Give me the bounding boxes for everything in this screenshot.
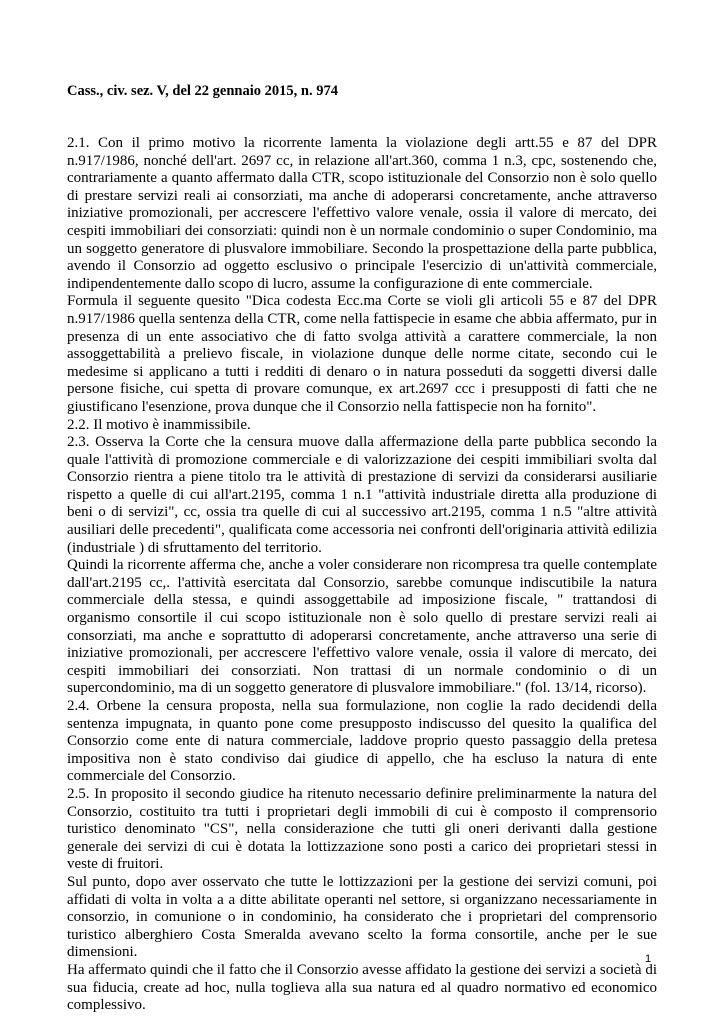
page-number: 1: [645, 953, 652, 965]
paragraph-ha-affermato: Ha affermato quindi che il fatto che il Consorzio avesse affidato la gestione dei servizi a società di sua fiducia, create ad hoc, nulla toglieva alla sua natura ed al quadro normativo ed economico complessivo.: [67, 961, 657, 1014]
paragraph-2-3: 2.3. Osserva la Corte che la censura muove dalla affermazione della parte pubblica secondo la quale l'attività di promozione commerciale e di valorizzazione dei cespiti immibiliari svolta dal Consorzio rientra a piene titolo tra le attività di prestazione di servizi da considerarsi ausiliarie rispetto a quelle di cui all'art.2195, comma 1 n.1 "attività industriale diretta alla produzione di beni o di servizi", cc, ossia tra quelle di cui al successivo art.2195, comma 1 n.5 "altre attività ausiliari delle precedenti", qualificata come accessoria nei confronti dell'originaria attività edilizia (industriale ) di sfruttamento del territorio.: [67, 434, 657, 556]
paragraph-2-4: 2.4. Orbene la censura proposta, nella sua formulazione, non coglie la rado decidendi della sentenza impugnata, in quanto pone come presupposto indiscusso del quesito la qualifica del Consorzio come ente di natura commerciale, laddove proprio questo passaggio della pretesa impositiva non è stato condiviso dai giudice di appello, che ha escluso la natura di ente commerciale del Consorzio.: [67, 698, 657, 785]
document-title: Cass., civ. sez. V, del 22 gennaio 2015, n. 974: [67, 83, 338, 99]
paragraph-ricorrente: Quindi la ricorrente afferma che, anche a voler considerare non ricompresa tra quelle contemplate dall'art.2195 cc,. l'attività esercitata dal Consorzio, sarebbe comunque indiscutibile la natura commerciale della stessa, e quindi assoggettabile ad imposizione fiscale, " trattandosi di organismo consortile il cui scopo istituzionale non è solo quello di prestare servizi reali ai consorziati, ma anche e soprattutto di adoperarsi concretamente, anche attraverso una serie di iniziative promozionali, per accrescere l'effettivo valore venale, ossia il valore di mercato, dei cespiti immobiliari dei consorziati. Non trattasi di un normale condominio o di un supercondominio, ma di un soggetto generatore di plusvalore immobiliare." (fol. 13/14, ricorso).: [67, 557, 657, 697]
paragraph-2-1: 2.1. Con il primo motivo la ricorrente lamenta la violazione degli artt.55 e 87 del DPR n.917/1986, nonché dell'art. 2697 cc, in relazione all'art.360, comma 1 n.3, cpc, sostenendo che, contrariamente a quanto affermato dalla CTR, scopo istituzionale del Consorzio non è solo quello di prestare servizi reali ai consorziati, ma anche di adoperarsi concretamente, anche attraverso iniziative promozionali, per accrescere l'effettivo valore venale, ossia il valore di mercato, dei cespiti immobiliari dei consorziati: quindi non è un normale condominio o super Condominio, ma un soggetto generatore di plusvalore immobiliare. Secondo la prospettazione della parte pubblica, avendo il Consorzio ad oggetto esclusivo o principale l'esercizio di un'attività commerciale, indipendentemente dallo scopo di lucro, assume la configurazione di ente commerciale.: [67, 135, 657, 292]
paragraph-2-2: 2.2. Il motivo è inammissibile.: [67, 416, 251, 433]
paragraph-quesito: Formula il seguente quesito "Dica codesta Ecc.ma Corte se violi gli articoli 55 e 87 del DPR n.917/1986 quella sentenza della CTR, come nella fattispecie in esame che abbia affermato, pur in presenza di un ente associativo che di fatto svolga attività a carattere commerciale, la non assoggettabilità a prelievo fiscale, in violazione dunque delle norme citate, secondo cui le medesime si applicano a tutti i redditi di denaro o in natura posseduti da soggetti diversi dalle persone fisiche, cui spetta di provare comunque, ex art.2697 ccc i presupposti di fatti che ne giustificano l'esenzione, prova dunque che il Consorzio nella fattispecie non ha fornito".: [67, 293, 657, 415]
document-page: [67, 82, 657, 1015]
paragraph-2-5: 2.5. In proposito il secondo giudice ha ritenuto necessario definire preliminarmente la natura del Consorzio, costituito tra tutti i proprietari degli immobili di cui è composto il comprensorio turistico denominato "CS", nella considerazione che tutti gli oneri derivanti dalla gestione generale dei servizi di cui è dotata la lottizzazione sono posti a carico dei proprietari stessi in veste di fruitori.: [67, 785, 657, 873]
paragraph-sul-punto: Sul punto, dopo aver osservato che tutte le lottizzazioni per la gestione dei servizi comuni, poi affidati di volta in volta a a ditte abilitate operanti nel settore, si organizzano necessariamente in consorzio, in comunione o in condominio, ha considerato che i proprietari del comprensorio turistico alberghiero Costa Smeralda avevano scelto la forma consortile, anche per le sue dimensioni.: [67, 873, 657, 961]
